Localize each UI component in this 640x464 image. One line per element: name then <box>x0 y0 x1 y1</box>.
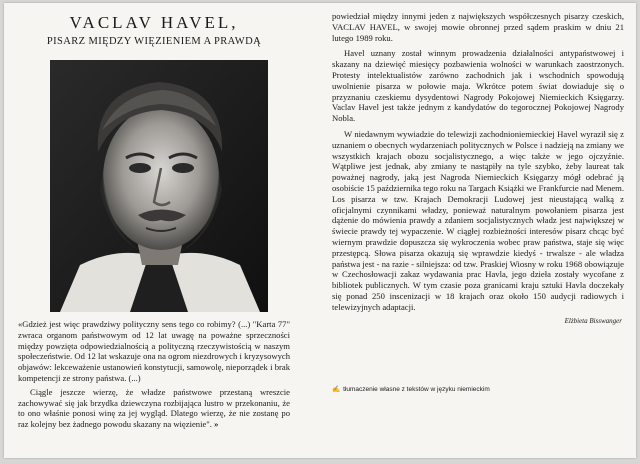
quote-paragraph: «Gdzież jest więc prawdziwy polityczny sens tego co robimy? (...) "Karta 77" zwraca organom państwowym od 12 lat uwagę na poważne sprzeczności między powzięta odpowiedzialnością a polityczną rzeczywistością w naszym społeczeństwie. Od 12 lat wskazuje ona na ogrom niezdrowych i kryzysowych objawów: lekceważenie ustanowień konstytucji, samowolę, nieporządek i brak kompetencji ze strony państwa. (...) <box>18 319 290 383</box>
article-title: VACLAV HAVEL, <box>69 13 239 32</box>
body-paragraph: Havel uznany został winnym prowadzenia działalności antypaństwowej i skazany na dziewięć miesięcy pozbawienia wolności w warunkach zaostrzonych. Protesty intelektualistów zarówno zachodnich jak i wschodnich spowodują uwolnienie pisarza w połowie maja. Wkrótce potem świat dowiaduje się o przyznaniu czeskiemu dysydentowi Nagrody Pokojowej Niemieckich Księgarzy. Vaclav Havel jest także jednym z kandydatów do tegorocznej Pokojowej Nagrody Nobla. <box>332 48 624 124</box>
pen-icon: ✍ <box>332 386 341 393</box>
portrait-photo <box>50 60 268 312</box>
end-mark: » <box>214 419 219 430</box>
article-body <box>332 11 624 313</box>
footnote-text: tłumaczenie własne z tekstów w języku niemieckim <box>343 386 490 393</box>
translation-footnote <box>332 385 490 393</box>
left-column <box>18 13 290 430</box>
quote-block <box>18 319 290 430</box>
article-subtitle: PISARZ MIĘDZY WIĘZIENIEM A PRAWDĄ <box>46 36 262 47</box>
magazine-spread <box>4 3 636 458</box>
portrait-illustration <box>50 60 268 312</box>
body-paragraph: powiedział między innymi jeden z największych współczesnych pisarzy czeskich, VACLAV HAVEL, w swojej mowie obronnej przed sądem praskim w dniu 21 lutego 1989 roku. <box>332 11 624 43</box>
body-paragraph: W niedawnym wywiadzie do telewizji zachodnioniemieckiej Havel wyraził się z uznaniem o obecnych wydarzeniach politycznych w Polsce i nadzieją na zmiany we wszystkich krajach obozu socjalistycznego, a więc także w jego ojczyźnie. Wątpliwe jest jednak, aby zmiany te nastąpiły na tyle szybko, żeby laureat tak poważnej nagrody, jaką jest Nagroda Niemieckich Księgarzy mógł odebrać ją osobiście 15 października tego roku na Targach Książki we Frankfurcie nad Menem. Los pisarza w tzw. Krajach Demokracji Ludowej jest nieustającą walką z oficjalnymi czynnikami władzy, ponieważ naturalnym powołaniem pisarza jest dążenie do mówienia prawdy a zdaniem socjalistycznych władz jest największej w świecie prawdy tej wypaczenie. W ciągłej rozbieżności interesów pisarz chcąc być wiernym prawdzie dopuszcza się wykroczenia wobec praw państwa, staje się więc przestępcą. Słowa pisarza okazują się wprawdzie kiedyś - trwalsze - ale władza państwa jest - na razie - silniejsza: od tzw. Praskiej Wiosny w roku 1968 obowiązuje w Czechosłowacji zakaz wydawania prac Havla, jego dzieła zostały wycofane z bibliotek publicznych. W tym czasie poza granicami kraju sztuki Havla doczekały się ponad 250 inscenizacji w 18 krajach oraz około 150 audycji radiowych i telewizyjnych adaptacji. <box>332 128 624 312</box>
author-signature: Elżbieta Bisswanger <box>564 316 622 325</box>
right-column <box>332 11 624 325</box>
quote-paragraph-text: Ciągle jeszcze wierzę, że władze państwowe przestaną wreszcie zachowywać się jak brzydka dziewczyna rozbijająca lustro w przekonaniu, że to ono właśnie ponosi winę za jej wygląd. Dlatego wierzę, że nie zostanę po raz kolejny bez żadnego powodu skazany na więzienie". <box>18 386 290 430</box>
quote-paragraph <box>18 387 290 430</box>
